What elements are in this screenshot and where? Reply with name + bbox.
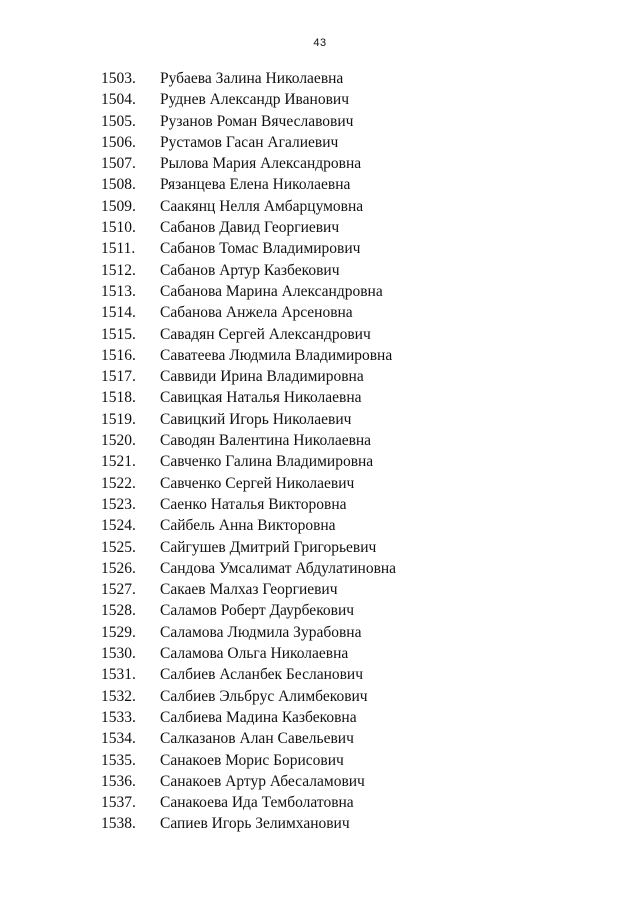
list-item bbox=[0, 260, 640, 281]
entry-name: Сабанова Марина Александровна bbox=[160, 282, 383, 300]
list-item bbox=[0, 664, 640, 685]
entry-number: 1505. bbox=[101, 112, 136, 130]
entry-name: Руднев Александр Иванович bbox=[160, 91, 349, 109]
entry-name: Саенко Наталья Викторовна bbox=[160, 495, 347, 513]
entry-name: Савченко Галина Владимировна bbox=[160, 453, 374, 471]
list-item bbox=[0, 430, 640, 451]
entry-number: 1534. bbox=[101, 730, 136, 748]
entry-name: Салбиев Асланбек Бесланович bbox=[160, 666, 364, 684]
entry-name: Рузанов Роман Вячеславович bbox=[160, 112, 354, 130]
entry-name: Санакоев Морис Борисович bbox=[160, 751, 344, 769]
entry-number: 1537. bbox=[101, 794, 136, 812]
list-item bbox=[0, 579, 640, 600]
list-item bbox=[0, 238, 640, 259]
entry-number: 1524. bbox=[101, 517, 136, 535]
list-item bbox=[0, 409, 640, 430]
list-item bbox=[0, 813, 640, 834]
entry-name: Саватеева Людмила Владимировна bbox=[160, 346, 393, 364]
list-item bbox=[0, 174, 640, 195]
list-item bbox=[0, 600, 640, 621]
entry-number: 1513. bbox=[101, 282, 136, 300]
list-item bbox=[0, 473, 640, 494]
entry-name: Савадян Сергей Александрович bbox=[160, 325, 371, 343]
entry-number: 1510. bbox=[101, 219, 136, 237]
entry-number: 1522. bbox=[101, 474, 136, 492]
entry-name: Сабанова Анжела Арсеновна bbox=[160, 304, 353, 322]
entry-name: Рубаева Залина Николаевна bbox=[160, 70, 344, 87]
entry-name: Санакоев Артур Абесаламович bbox=[160, 772, 365, 790]
list-item bbox=[0, 515, 640, 536]
list-item bbox=[0, 728, 640, 749]
list-item bbox=[0, 707, 640, 728]
list-item bbox=[0, 771, 640, 792]
entry-number: 1532. bbox=[101, 687, 136, 705]
list-item bbox=[0, 366, 640, 387]
entry-name: Сабанов Давид Георгиевич bbox=[160, 219, 340, 237]
entry-name: Савченко Сергей Николаевич bbox=[160, 474, 355, 492]
entry-number: 1527. bbox=[101, 581, 136, 599]
list-item bbox=[0, 558, 640, 579]
entry-name: Саламова Ольга Николаевна bbox=[160, 645, 349, 663]
entry-name: Саламов Роберт Даурбекович bbox=[160, 602, 355, 620]
entry-number: 1517. bbox=[101, 368, 136, 386]
entry-name: Савицкий Игорь Николаевич bbox=[160, 410, 352, 428]
list-item bbox=[0, 217, 640, 238]
entry-number: 1508. bbox=[101, 176, 136, 194]
entry-number: 1504. bbox=[101, 91, 136, 109]
entry-number: 1519. bbox=[101, 410, 136, 428]
entry-number: 1529. bbox=[101, 623, 136, 641]
entry-name: Саввиди Ирина Владимировна bbox=[160, 368, 364, 386]
entry-name: Санакоева Ида Темболатовна bbox=[160, 794, 354, 812]
list-item bbox=[0, 750, 640, 771]
list-item bbox=[0, 345, 640, 366]
entry-name: Савицкая Наталья Николаевна bbox=[160, 389, 362, 407]
entry-number: 1525. bbox=[101, 538, 136, 556]
entry-number: 1533. bbox=[101, 708, 136, 726]
list-item bbox=[0, 643, 640, 664]
entry-number: 1521. bbox=[101, 453, 136, 471]
name-list bbox=[0, 68, 640, 835]
entry-number: 1506. bbox=[101, 133, 136, 151]
entry-name: Сабанов Артур Казбекович bbox=[160, 261, 340, 279]
entry-name: Саакянц Нелля Амбарцумовна bbox=[160, 197, 364, 215]
entry-number: 1530. bbox=[101, 645, 136, 663]
list-item bbox=[0, 494, 640, 515]
page-number: 43 bbox=[313, 37, 327, 49]
entry-number: 1518. bbox=[101, 389, 136, 407]
entry-number: 1503. bbox=[101, 70, 136, 87]
entry-name: Сакаев Малхаз Георгиевич bbox=[160, 581, 338, 599]
list-item bbox=[0, 153, 640, 174]
list-item bbox=[0, 686, 640, 707]
entry-number: 1528. bbox=[101, 602, 136, 620]
list-item bbox=[0, 622, 640, 643]
list-item bbox=[0, 68, 640, 89]
entry-name: Сабанов Томас Владимирович bbox=[160, 240, 361, 258]
entry-name: Рылова Мария Александровна bbox=[160, 155, 362, 173]
list-item bbox=[0, 302, 640, 323]
entry-number: 1536. bbox=[101, 772, 136, 790]
list-item bbox=[0, 111, 640, 132]
entry-number: 1507. bbox=[101, 155, 136, 173]
list-item bbox=[0, 132, 640, 153]
entry-number: 1535. bbox=[101, 751, 136, 769]
list-item bbox=[0, 89, 640, 110]
entry-name: Рустамов Гасан Агалиевич bbox=[160, 133, 339, 151]
entry-number: 1511. bbox=[101, 240, 136, 258]
entry-number: 1523. bbox=[101, 495, 136, 513]
entry-name: Сайгушев Дмитрий Григорьевич bbox=[160, 538, 377, 556]
entry-name: Рязанцева Елена Николаевна bbox=[160, 176, 351, 194]
entry-number: 1531. bbox=[101, 666, 136, 684]
entry-name: Саламова Людмила Зурабовна bbox=[160, 623, 362, 641]
entry-name: Саводян Валентина Николаевна bbox=[160, 432, 372, 450]
entry-number: 1509. bbox=[101, 197, 136, 215]
entry-number: 1516. bbox=[101, 346, 136, 364]
entry-number: 1538. bbox=[101, 815, 136, 833]
entry-name: Салказанов Алан Савельевич bbox=[160, 730, 354, 748]
list-item bbox=[0, 792, 640, 813]
list-item bbox=[0, 537, 640, 558]
entry-name: Салбиева Мадина Казбековна bbox=[160, 708, 357, 726]
entry-number: 1520. bbox=[101, 432, 136, 450]
entry-name: Салбиев Эльбрус Алимбекович bbox=[160, 687, 368, 705]
list-item bbox=[0, 387, 640, 408]
list-item bbox=[0, 324, 640, 345]
entry-number: 1515. bbox=[101, 325, 136, 343]
list-item bbox=[0, 451, 640, 472]
entry-number: 1512. bbox=[101, 261, 136, 279]
entry-name: Сайбель Анна Викторовна bbox=[160, 517, 336, 535]
list-item bbox=[0, 281, 640, 302]
entry-name: Сапиев Игорь Зелимханович bbox=[160, 815, 350, 833]
entry-number: 1526. bbox=[101, 559, 136, 577]
list-item bbox=[0, 196, 640, 217]
entry-number: 1514. bbox=[101, 304, 136, 322]
entry-name: Сандова Умсалимат Абдулатиновна bbox=[160, 559, 397, 577]
